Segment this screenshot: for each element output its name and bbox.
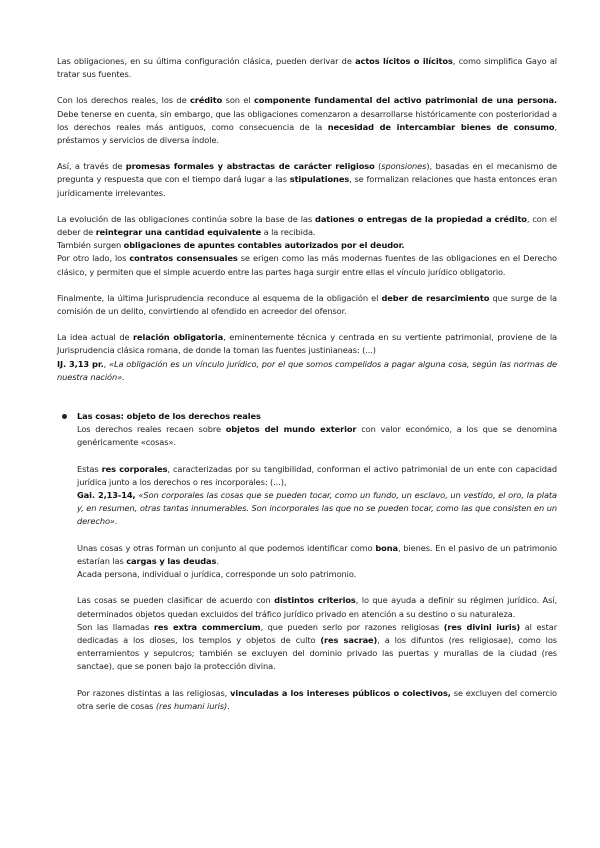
- paragraph-dationes: [57, 213, 557, 239]
- text: , como simplifica Gayo al tratar sus fuentes.: [57, 56, 557, 80]
- paragraph-resarcimiento: [57, 292, 557, 318]
- bold-text: deber de resarcimiento: [381, 292, 490, 303]
- text: al estar dedicadas a los dioses, los templos y objetos de culto: [77, 621, 558, 645]
- text: se erigen como las más modernas fuentes de las obligaciones en el Derecho clásico, y permiten que el simple acuerdo entre las partes haga surgir entre ellas el vínculo jurídico obligatorio.: [57, 253, 558, 277]
- text: , se formalizan relaciones que hasta entonces eran jurídicamente irrelevantes.: [57, 174, 557, 198]
- bold-text: vinculadas a los intereses públicos o colectivos,: [230, 687, 451, 698]
- bold-text: objetos del mundo exterior: [225, 424, 357, 435]
- text: Los derechos reales recaen sobre: [77, 424, 226, 435]
- text: , lo que ayuda a definir su régimen jurídico. Así, determinados objetos quedan excluidos del tráfico jurídico privado en atención a su destino o su naturaleza.: [77, 595, 557, 619]
- text: con valor económico, a los que se denomina genéricamente «cosas».: [77, 424, 557, 448]
- bold-text: dationes o entregas de la propiedad a crédito: [315, 213, 527, 224]
- text: .: [216, 555, 219, 566]
- bold-text: stipulationes: [289, 174, 350, 185]
- italic-text: (res humani iuris): [155, 700, 228, 711]
- bullet-icon: [62, 414, 67, 419]
- text: , que pueden serlo por razones religiosas: [260, 621, 444, 632]
- paragraph-obligaciones-fuentes: [57, 55, 557, 81]
- bold-text: cargas y las deudas: [126, 555, 217, 566]
- section-heading: Las cosas: objeto de los derechos reales: [77, 411, 261, 422]
- text: , bienes. En el pasivo de un patrimonio estarían las: [77, 542, 557, 566]
- text: .: [227, 700, 230, 711]
- paragraph-res-humani-iuris: [77, 687, 557, 713]
- text: Unas cosas y otras forman un conjunto al que podemos identificar como: [77, 542, 376, 553]
- text: se excluyen del comercio otra serie de cosas: [77, 687, 557, 711]
- paragraph-sponsiones: [57, 160, 557, 200]
- paragraph-bona: [77, 542, 557, 582]
- paragraph-res-corporales: [77, 463, 557, 529]
- text: (: [374, 161, 382, 172]
- citation-reference: IJ. 3,13 pr.: [57, 358, 104, 369]
- text: Acada persona, individual o jurídica, corresponde un solo patrimonio.: [77, 569, 357, 580]
- bold-text: distintos criterios: [274, 595, 356, 606]
- bold-text: crédito: [189, 95, 223, 106]
- bold-text: (res divini iuris): [443, 621, 521, 632]
- bold-text: bona: [375, 542, 398, 553]
- text: , préstamos y servicios de diversa índole.: [57, 121, 557, 146]
- bold-text: contratos consensuales: [129, 253, 238, 264]
- text: Las cosas se pueden clasificar de acuerdo con: [77, 595, 275, 606]
- bold-text: obligaciones de apuntes contables autorizados por el deudor.: [123, 240, 405, 251]
- bold-text: res corporales: [101, 463, 168, 474]
- text: Así, a través de: [57, 161, 126, 172]
- bold-text: necesidad de intercambiar bienes de consumo: [327, 121, 555, 132]
- bold-text: reintegrar una cantidad equivalente: [95, 227, 262, 238]
- text: Son las llamadas: [77, 621, 154, 632]
- bullet-section-cosas: [57, 410, 557, 713]
- text: son el: [222, 95, 254, 106]
- bold-text: componente fundamental del activo patrimonial de una persona.: [253, 95, 557, 106]
- italic-quote: «La obligación es un vínculo jurídico, por el que somos compelidos a pagar alguna cosa, según las normas de nuestra nación».: [57, 358, 558, 382]
- italic-quote: «Son corporales las cosas que se pueden tocar, como un fundo, un esclavo, un vestido, el oro, la plata y, en resumen, otras tantas innumerables. Son incorporales las que no se pueden tocar, como las que consisten en un derecho».: [77, 490, 557, 527]
- paragraph-contratos-consensuales: [57, 252, 557, 278]
- text: ), basadas en el mecanismo de pregunta y respuesta que con el tiempo dará lugar a las: [57, 161, 557, 185]
- paragraph-objetos-mundo-exterior: [77, 423, 557, 449]
- bold-text: actos lícitos o ilícitos: [355, 56, 453, 66]
- text: Las obligaciones, en su última configuración clásica, pueden derivar de: [57, 56, 356, 66]
- text: Finalmente, la última Jurisprudencia reconduce al esquema de la obligación el: [57, 292, 382, 303]
- paragraph-relacion-obligatoria: [57, 331, 557, 384]
- text: Estas: [77, 463, 102, 474]
- citation-reference: Gai. 2,13-14,: [77, 490, 136, 501]
- text: , caracterizadas por su tangibilidad, conforman el activo patrimonial de un ente con capacidad jurídica junto a los derechos o res incorporales: (...),: [77, 463, 557, 487]
- text: , con el deber de: [57, 213, 557, 238]
- text: Por otro lado, los: [57, 253, 130, 264]
- text: ,: [103, 358, 109, 369]
- bold-text: promesas formales y abstractas de carácter religioso: [125, 161, 375, 172]
- paragraph-apuntes-contables: [57, 239, 557, 252]
- bold-text: relación obligatoria: [133, 332, 224, 343]
- text: a la recibida.: [261, 227, 316, 238]
- text: Con los derechos reales, los de: [57, 95, 190, 106]
- paragraph-clasificacion-cosas: [77, 594, 557, 673]
- text: Por razones distintas a las religiosas,: [77, 687, 231, 698]
- text: , eminentemente técnica y centrada en su vertiente patrimonial, proviene de la Jurisprudencia clásica romana, de donde la toman las fuentes justinianeas: (...): [57, 332, 558, 356]
- bullet-title: [77, 410, 557, 423]
- paragraph-credito: [57, 94, 557, 147]
- text: La evolución de las obligaciones continúa sobre la base de las: [57, 213, 316, 224]
- text: La idea actual de: [57, 332, 134, 343]
- text: También surgen: [57, 240, 124, 251]
- text: que surge de la comisión de un delito, convirtiendo al ofendido en acreedor del ofensor.: [57, 292, 557, 317]
- text: , a los difuntos (res religiosae), como los enterramientos y sepulcros; también se excluyen del dominio privado las puertas y murallas de la ciudad (res sanctae), que se ponen bajo la protección divina.: [77, 634, 557, 672]
- bold-text: (res sacrae): [320, 634, 378, 645]
- document-body: [57, 55, 557, 713]
- text: Debe tenerse en cuenta, sin embargo, que las obligaciones comenzaron a desarrollarse históricamente con posterioridad a los derechos reales más antiguos, como consecuencia de la: [57, 108, 557, 132]
- bold-text: res extra commercium: [153, 621, 261, 632]
- italic-text: sponsiones: [381, 161, 427, 172]
